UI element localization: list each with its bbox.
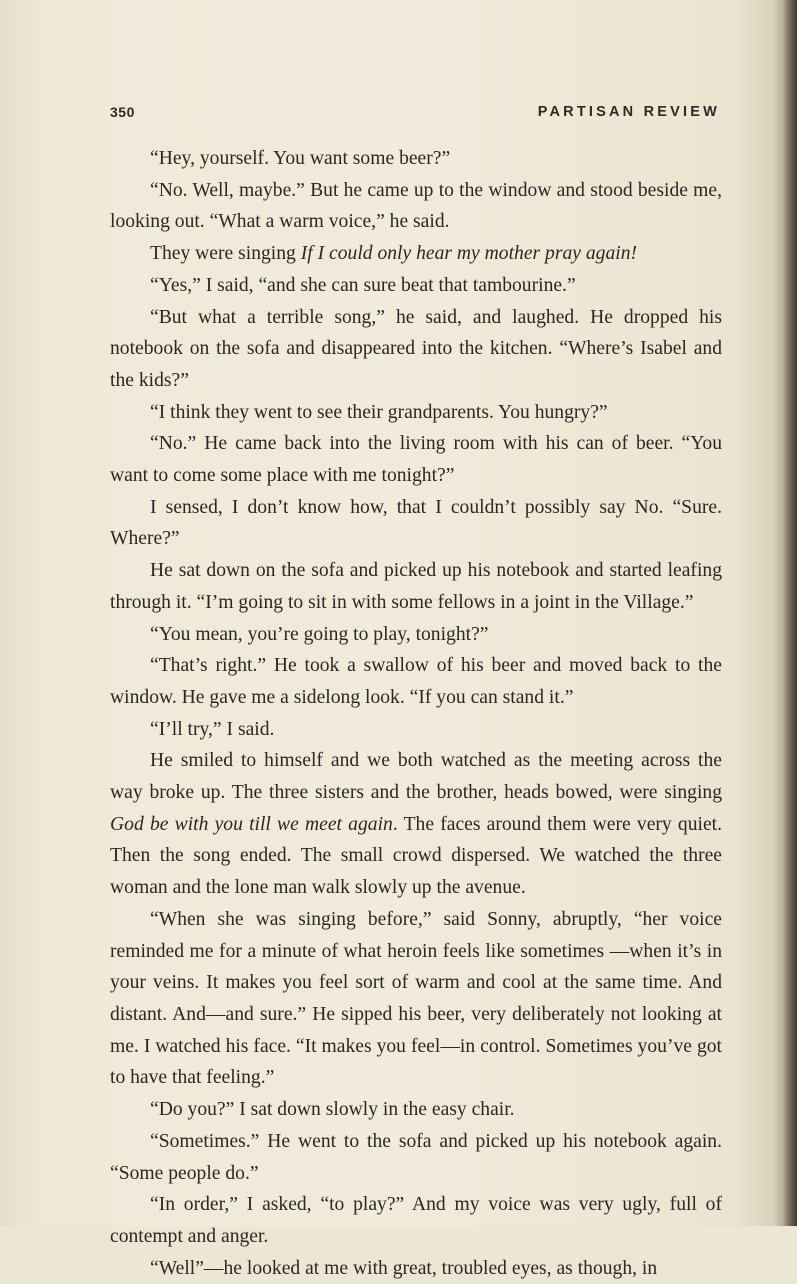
song-title: If I could only hear my mother pray again!: [300, 243, 638, 265]
paragraph-text: He smiled to himself and we both watched as the meeting across the way broke up. The three sisters and the brother, heads bowed, were singing: [110, 750, 722, 804]
paragraph: [110, 238, 722, 270]
paragraph: “In order,” I asked, “to play?” And my voice was very ugly, full of contempt and anger.: [110, 1194, 722, 1247]
book-spine-shadow: [783, 0, 797, 1226]
paragraph: “I’ll try,” I said.: [150, 718, 275, 740]
page-number: 350: [110, 104, 135, 120]
paragraph: “Well”—he looked at me with great, troubled eyes, as though, in: [150, 1257, 658, 1279]
paragraph: “No. Well, maybe.” But he came up to the window and stood beside me, looking out. “What a warm voice,” he said.: [110, 179, 722, 233]
paragraph: “I think they went to see their grandparents. You hungry?”: [150, 401, 608, 423]
paragraph: “Yes,” I said, “and she can sure beat that tambourine.”: [150, 274, 576, 296]
paragraph: I sensed, I don’t know how, that I couldn’t possibly say No. “Sure. Where?”: [110, 496, 722, 550]
paragraph: [110, 745, 722, 904]
body-text: [110, 143, 722, 1284]
paragraph: “Hey, yourself. You want some beer?”: [150, 148, 451, 169]
running-head: PARTISAN REVIEW: [537, 104, 720, 120]
paragraph: “Do you?” I sat down slowly in the easy chair.: [150, 1099, 515, 1121]
paragraph: “Sometimes.” He went to the sofa and picked up his notebook again. “Some people do.”: [110, 1130, 722, 1184]
paragraph: “When she was singing before,” said Sonny, abruptly, “her voice reminded me for a minute of what heroin feels like sometimes —when it’s in your veins. It makes you feel sort of warm and cool at the same time. And distant. And—and sure.” He sipped his beer, very deliberately not looking at me. I watched his face. “It makes you feel—in control. Sometimes you’ve got to have that feeling.”: [110, 908, 722, 1089]
paragraph: “No.” He came back into the living room with his can of beer. “You want to come some place with me tonight?”: [110, 433, 722, 487]
paragraph-text: . The faces around them were very quiet. Then the song ended. The small crowd dispersed. We watched the three woman and the lone man walk slowly up the avenue.: [110, 813, 722, 899]
paragraph: “You mean, you’re going to play, tonight?”: [150, 623, 489, 645]
paragraph-text: They were singing: [150, 243, 301, 265]
paragraph: “But what a terrible song,” he said, and laughed. He dropped his notebook on the sofa and disappeared into the kitchen. “Where’s Isabel and the kids?”: [110, 306, 722, 391]
paragraph: “That’s right.” He took a swallow of his beer and moved back to the window. He gave me a sidelong look. “If you can stand it.”: [110, 655, 722, 708]
paragraph: He sat down on the sofa and picked up his notebook and started leafing through it. “I’m going to sit in with some fellows in a joint in the Village.”: [110, 560, 722, 613]
song-title: God be with you till we meet again: [110, 813, 393, 835]
page-header: [110, 100, 720, 126]
